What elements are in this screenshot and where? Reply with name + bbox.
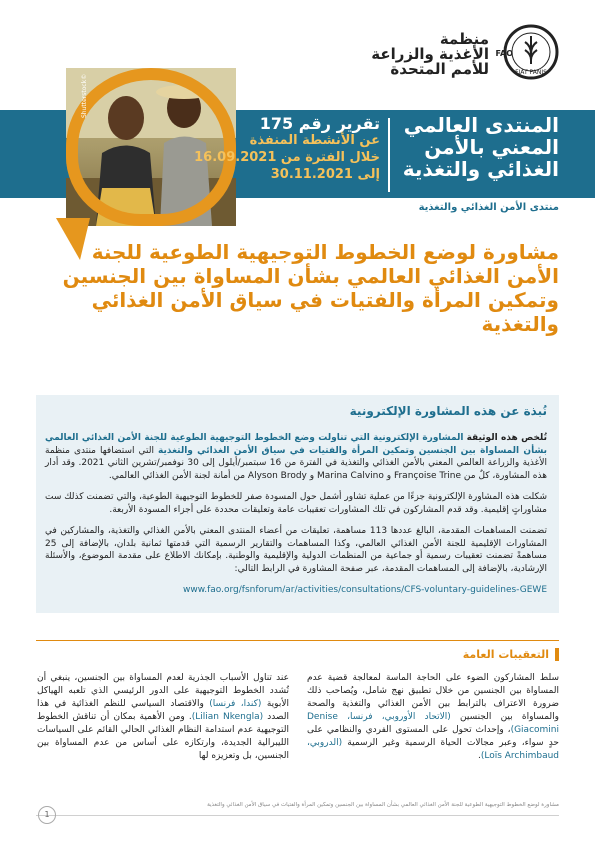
forum-title <box>399 114 559 180</box>
summary-p3-text: تضمنت المساهمات المقدمة، البالغ عددها 113 مساهمة، تعليقات من أعضاء المنتدى المعني بالأمن الغذائي والتغذية، والمشاركين في المشاورات الإقليمية للجنة الأمن الغذائي العالمي، وكذا المساهمات والتقارير الرسمية التي قدمتها ثمانية بلدان، بالإضافة إلى 25 مساهمةً تضمنت تعقيبات رسمية أو جماعية من المنظمات الدولية والإقليمية والوطنية. بإمكانك الاطلاع على مقدمة الموضوع، والأسئلة الإرشادية، بالإضافة إلى المساهمات المقدمة، عبر صفحة المشاورة في الرابط التالي: <box>45 526 547 574</box>
page-title: مشاورة لوضع الخطوط التوجيهية الطوعية للجنة الأمن الغذائي العالمي بشأن المساواة بين الجنسين وتمكين المرأة والفتيات في سياق الأمن الغذائي والتغذية <box>62 240 559 336</box>
photo-credit: ©Shutterstock <box>81 73 88 118</box>
org-name <box>371 32 489 77</box>
fao-logo <box>359 14 559 84</box>
summary-p1-rest: التي استضافها منتدى منظمة الأغذية والزراعة العالمي المعني بالأمن الغذائي والتغذية في الفترة من 16 سبتمبر/أيلول إلى 30 نوفمبر/تشرين الثاني 2021. وقد أدار هذه المشاورة، كلٌ من Françoise Trine و Marina Calvino و Alyson Brody من أمانة لجنة الأمن الغذائي العالمي. <box>45 445 547 481</box>
org-name-line1: منظمة <box>439 30 489 48</box>
comments-column-left <box>37 672 289 763</box>
comments-right-citation-2: (الدروبي، Loïs Archimbaud) <box>307 738 559 761</box>
consultation-link[interactable]: www.fao.org/fsnforum/ar/activities/consultations/CFS-voluntary-guidelines-GEWE <box>183 585 547 595</box>
comments-left-citation-2: (Lilian Nkengla) <box>191 712 264 722</box>
section-divider <box>36 640 559 641</box>
band-divider <box>388 118 390 192</box>
forum-title-line1: المنتدى العالمي <box>403 113 559 137</box>
report-info <box>190 115 380 183</box>
comments-left-text-2: والاقتصاد السياسي للنظم الغذائية في هذا الصدد <box>37 699 289 722</box>
comments-left-citation-1: (كندا، فرنسا) <box>209 699 262 709</box>
fao-emblem-icon <box>495 24 559 80</box>
report-desc: عن الأنشطة المنفذة <box>249 133 380 148</box>
comments-right-text-2: ، وإحداث تحول على المستوى الفردي والنظامي على حدٍ سواء، وعبر مجالات الحياة الرسمية وغير الرسمية <box>307 725 559 748</box>
summary-body <box>45 432 547 597</box>
comments-right-text-1: سلط المشاركون الضوء على الحاجة الماسة لمعالجة قضية عدم المساواة بين الجنسين من خلال تطبيق نهج شامل، ويُصاحب ذلك ضرورة الاعتراف بالترابط بين الأمن الغذائي والتغذية والصحة والمساواة بين الجنسين <box>307 673 559 722</box>
summary-lead: تُلخص هذه الوثيقة <box>466 433 547 443</box>
org-name-line3: للأمم المتحدة <box>390 60 489 78</box>
forum-title-line2: المعني بالأمن <box>424 135 559 159</box>
comments-left-text-3: . ومن الأهمية بمكان أن تناقش الخطوط التوجيهية عدم استدامة النظام الغذائي الحالي القائم على السياسات الليبرالية الجديدة، وارتكازه على أساس من عدم المساواة بين الجنسين، بل وتعزيزه لها <box>37 712 289 761</box>
org-name-line2: الأغذية والزراعة <box>371 45 489 63</box>
forum-subtitle: منتدى الأمن الغذائي والتغذية <box>418 202 559 213</box>
summary-paragraph-3 <box>45 525 547 575</box>
report-period-start: خلال الفترة من 16.09.2021 <box>194 150 380 165</box>
comments-column-right: سلط المشاركون الضوء على الحاجة الماسة لمعالجة قضية عدم المساواة بين الجنسين من خلال تطبيق نهج شامل، ويُصاحب ذلك ضرورة الاعتراف بالترابط بين الأمن الغذائي والتغذية والصحة والمساواة بين الجنسين (الاتحاد الأوروبي، فرنسا، Denise Giacomini)، وإحداث تحول على المستوى الفردي والنظامي على حدٍ سواء، وعبر مجالات الحياة الرسمية وغير الرسمية (الدروبي، Loïs Archimbaud). <box>307 673 559 761</box>
page-number: 1 <box>38 806 56 824</box>
summary-highlight: المشاورة الإلكترونية التي تناولت وضع الخطوط التوجيهية الطوعية للجنة الأمن الغذائي العالمي بشأن المساواة بين الجنسين وتمكين المرأة والفتيات في سياق الأمن الغذائي والتغذية <box>45 433 547 456</box>
fao-motto: FIAT PANIS <box>515 69 547 76</box>
report-period-end: إلى 30.11.2021 <box>270 167 380 182</box>
forum-title-line3: الغذائي والتغذية <box>402 157 559 181</box>
general-comments-title: التعقيبات العامة <box>463 648 559 661</box>
summary-paragraph-1 <box>45 432 547 482</box>
footer-text: مشاورة لوضع الخطوط التوجيهية الطوعية للجنة الأمن الغذائي العالمي بشأن المساواة بين الجنسين وتمكين المرأة والفتيات في سياق الأمن الغذائي والتغذية <box>207 802 559 808</box>
comments-right-citation-1: (الاتحاد الأوروبي، فرنسا، Denise Giacomini) <box>307 712 559 735</box>
comments-left-text-1: عند تناول الأسباب الجذرية لعدم المساواة بين الجنسين، ينبغي أن تُشدد الخطوط التوجيهية على الدور الرئيسي الذي تلعبه الهياكل الأبوية <box>37 673 289 709</box>
summary-paragraph-2: شكلت هذه المشاورة الإلكترونية جزءًا من عملية تشاور أشمل حول المسودة صفر للخطوط التوجيهية الطوعية، والتي تضمنت كذلك ست مشاوراتٍ إقليمية. وقد قدم المشاركون في تلك المشاورات تعقيبات عامة وتعليقات محددة على أجزاء المسودة الأربعة. <box>44 492 547 515</box>
summary-title: نُبذة عن هذه المشاورة الإلكترونية <box>349 404 547 418</box>
fao-emblem-text: FAO <box>495 49 513 58</box>
footer-divider <box>36 815 559 816</box>
report-number: تقرير رقم 175 <box>259 114 380 133</box>
